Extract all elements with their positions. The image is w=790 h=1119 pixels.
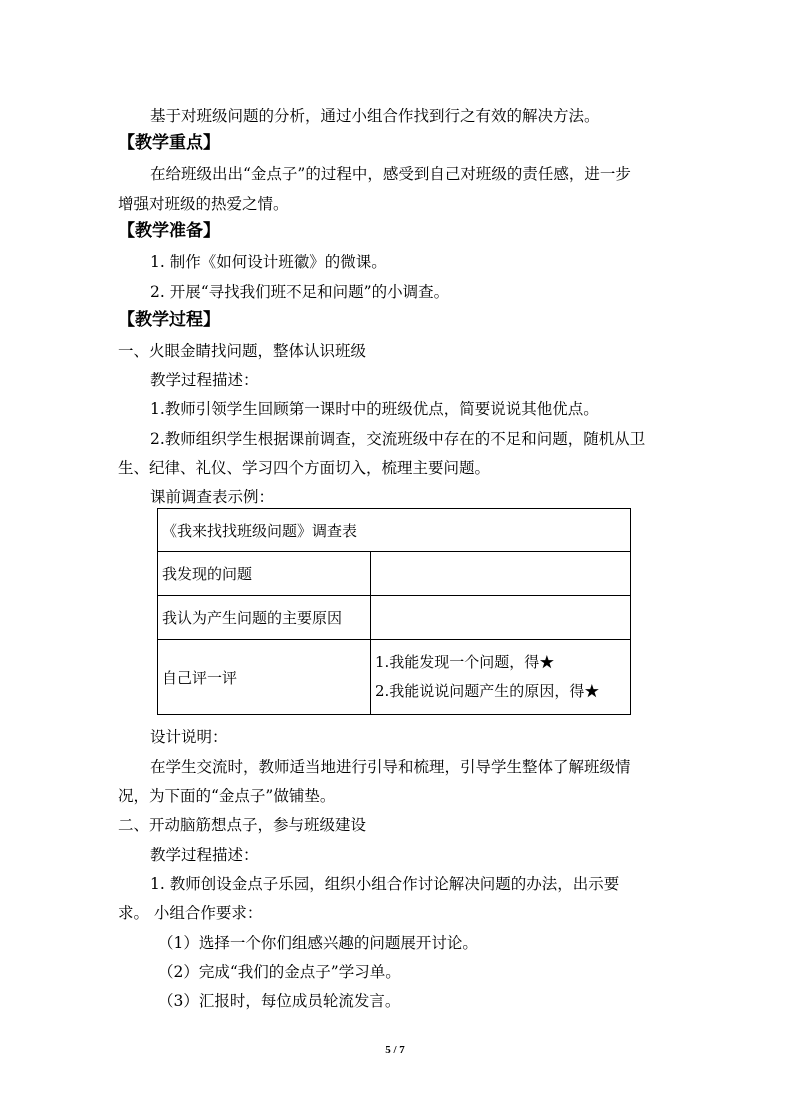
line-key-2: 增强对班级的热爱之情。 — [118, 195, 289, 213]
survey-row-found-value — [371, 552, 631, 596]
section-1-step-1: 1.教师引领学生回顾第一课时中的班级优点，简要说说其他优点。 — [150, 400, 599, 418]
section-2-step-1b: 求。 小组合作要求： — [118, 904, 263, 922]
heading-preparation: 【教学准备】 — [118, 221, 220, 241]
survey-title: 《我来找找班级问题》调查表 — [158, 509, 631, 552]
line-prep-2: 2. 开展“寻找我们班不足和问题”的小调查。 — [150, 283, 450, 301]
section-1-step-2b: 生、纪律、礼仪、学习四个方面切入，梳理主要问题。 — [118, 459, 491, 477]
survey-sample-label: 课前调查表示例： — [150, 488, 275, 506]
survey-row-cause-label: 我认为产生问题的主要原因 — [158, 596, 371, 640]
section-1-desc: 教学过程描述： — [150, 371, 259, 389]
section-1-title: 一、火眼金睛找问题，整体认识班级 — [118, 342, 367, 360]
survey-table — [157, 508, 631, 715]
design-line-2: 况，为下面的“金点子”做铺垫。 — [118, 787, 336, 805]
section-2-title: 二、开动脑筋想点子，参与班级建设 — [118, 816, 367, 834]
requirement-1: （1）选择一个你们组感兴趣的问题展开讨论。 — [158, 934, 478, 952]
design-line-1: 在学生交流时，教师适当地进行引导和梳理，引导学生整体了解班级情 — [150, 758, 631, 776]
requirement-3: （3）汇报时，每位成员轮流发言。 — [158, 992, 401, 1010]
survey-criteria — [371, 640, 631, 715]
survey-criterion-1: 1.我能发现一个问题，得★ — [375, 653, 555, 671]
section-2-desc: 教学过程描述： — [150, 846, 259, 864]
survey-row-cause-value — [371, 596, 631, 640]
survey-row-found-label: 我发现的问题 — [158, 552, 371, 596]
page-number: 5 / 7 — [385, 1044, 405, 1056]
design-label: 设计说明： — [150, 728, 228, 746]
survey-row-self-label: 自己评一评 — [158, 640, 371, 715]
survey-criterion-2: 2.我能说说问题产生的原因，得★ — [375, 682, 600, 700]
section-1-step-2a: 2.教师组织学生根据课前调查，交流班级中存在的不足和问题，随机从卫 — [150, 430, 646, 448]
line-prep-1: 1. 制作《如何设计班徽》的微课。 — [150, 253, 387, 271]
heading-key-points: 【教学重点】 — [118, 133, 220, 153]
requirement-2: （2）完成“我们的金点子”学习单。 — [158, 963, 401, 981]
section-2-step-1a: 1. 教师创设金点子乐园，组织小组合作讨论解决问题的办法，出示要 — [150, 875, 620, 893]
heading-process: 【教学过程】 — [118, 310, 220, 330]
line-key-1: 在给班级出出“金点子”的过程中，感受到自己对班级的责任感，进一步 — [150, 165, 631, 183]
line-goal: 基于对班级问题的分析，通过小组合作找到行之有效的解决方法。 — [150, 107, 600, 125]
